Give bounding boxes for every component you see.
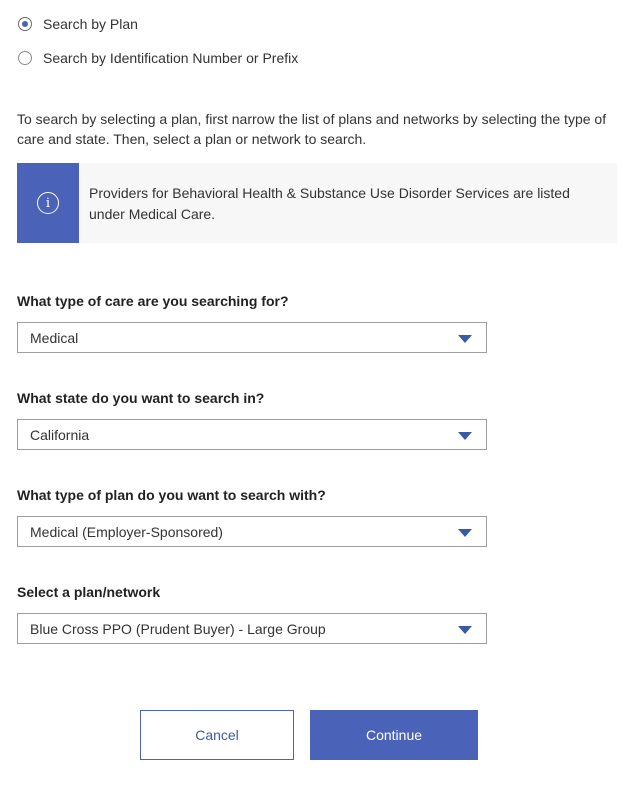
radio-label: Search by Plan — [43, 16, 138, 32]
radio-label: Search by Identification Number or Prefix — [43, 50, 299, 66]
notice-icon-box — [17, 163, 79, 243]
radio-button-checked[interactable] — [18, 17, 32, 31]
plan-type-select[interactable] — [17, 516, 487, 547]
plan-network-value: Blue Cross PPO (Prudent Buyer) - Large Group — [30, 620, 326, 637]
care-type-select[interactable] — [17, 322, 487, 353]
radio-button-unchecked[interactable] — [18, 51, 32, 65]
info-icon: i — [37, 192, 59, 214]
radio-search-by-plan[interactable] — [18, 14, 138, 34]
chevron-down-icon — [458, 626, 472, 634]
plan-network-label: Select a plan/network — [17, 584, 161, 600]
cancel-button[interactable]: Cancel — [140, 710, 294, 760]
state-value: California — [30, 426, 90, 443]
plan-network-select[interactable] — [17, 613, 487, 644]
state-label: What state do you want to search in? — [17, 390, 265, 406]
chevron-down-icon — [458, 432, 472, 440]
care-type-value: Medical — [30, 329, 79, 346]
care-type-label: What type of care are you searching for? — [17, 293, 289, 309]
state-select[interactable] — [17, 419, 487, 450]
chevron-down-icon — [458, 335, 472, 343]
continue-button[interactable]: Continue — [310, 710, 478, 760]
intro-text: To search by selecting a plan, first narrow the list of plans and networks by selecting the type of care and state. Then, select a plan or network to search. — [17, 111, 607, 147]
notice-text: Providers for Behavioral Health & Substance Use Disorder Services are listed under Medical Care. — [89, 185, 570, 222]
chevron-down-icon — [458, 529, 472, 537]
plan-type-label: What type of plan do you want to search with? — [17, 487, 326, 503]
info-notice — [17, 163, 617, 243]
plan-type-value: Medical (Employer-Sponsored) — [30, 523, 223, 540]
radio-search-by-id[interactable] — [18, 48, 298, 68]
